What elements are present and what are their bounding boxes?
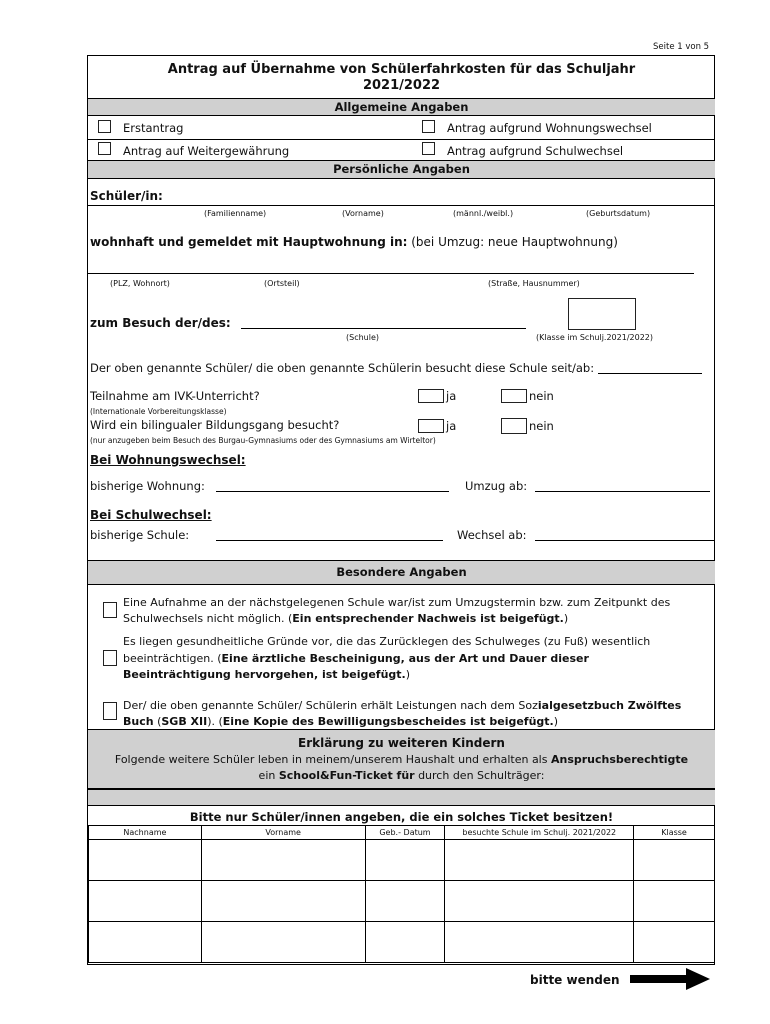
children-spacer-band xyxy=(88,789,715,806)
special-item2-text: beeinträchtigen. ( xyxy=(123,652,222,665)
old-school-input[interactable] xyxy=(216,540,443,541)
schulwechsel-checkbox[interactable] xyxy=(422,142,435,155)
familienname-hint: (Familienname) xyxy=(204,209,267,218)
move-date-input[interactable] xyxy=(535,491,710,492)
children-heading: Erklärung zu weiteren Kindern xyxy=(298,736,505,750)
special-item3-end: ) xyxy=(553,715,559,728)
change-date-label: Wechsel ab: xyxy=(457,528,527,542)
children-line1-text: Folgende weitere Schüler leben in meinem/unserem Haushalt und erhalten als xyxy=(114,753,551,766)
since-text: Der oben genannte Schüler/ die oben genannte Schülerin besucht diese Schule seit/ab: xyxy=(90,361,595,375)
school-input[interactable] xyxy=(241,328,526,329)
special-item2-line1: Es liegen gesundheitliche Gründe vor, die das Zurücklegen des Schulweges (zu Fuß) wesentlich xyxy=(123,635,651,648)
special-item1-end: ) xyxy=(563,612,569,625)
children-line2-text: ein xyxy=(258,769,279,782)
ivk-yes-checkbox[interactable] xyxy=(418,389,444,403)
children-line1-bold: Anspruchsberechtigte xyxy=(550,753,689,766)
general-section-heading: Allgemeine Angaben xyxy=(88,98,715,116)
table-cell[interactable] xyxy=(89,840,202,881)
children-table xyxy=(88,825,715,963)
col-klasse: Klasse xyxy=(634,826,715,840)
special-item3-checkbox[interactable] xyxy=(103,702,117,720)
table-cell[interactable] xyxy=(201,881,365,922)
children-note: Bitte nur Schüler/innen angeben, die ein solches Ticket besitzen! xyxy=(189,810,614,824)
ivk-note: (Internationale Vorbereitungsklasse) xyxy=(90,407,227,416)
table-cell[interactable] xyxy=(634,881,715,922)
special-item3-kopie: Eine Kopie des Bewilligungsbescheides ist beigefügt. xyxy=(222,715,554,728)
visit-label: zum Besuch der/des: xyxy=(90,316,231,330)
table-cell[interactable] xyxy=(445,840,634,881)
col-vorname: Vorname xyxy=(201,826,365,840)
residence-hint: (bei Umzug: neue Hauptwohnung) xyxy=(407,235,618,249)
table-cell[interactable] xyxy=(365,922,445,963)
schule-hint: (Schule) xyxy=(346,333,380,342)
special-item1-line1: Eine Aufnahme an der nächstgelegenen Schule war/ist zum Umzugstermin bzw. zum Zeitpunkt des xyxy=(123,596,671,609)
strasse-hint: (Straße, Hausnummer) xyxy=(488,279,580,288)
weitergewaehrung-checkbox[interactable] xyxy=(98,142,111,155)
erstantrag-checkbox[interactable] xyxy=(98,120,111,133)
special-item3-bold: ialgesetzbuch Zwölftes xyxy=(537,699,682,712)
table-row xyxy=(89,840,715,881)
special-item2-end: ) xyxy=(405,668,411,681)
table-row xyxy=(89,881,715,922)
personal-section-heading: Persönliche Angaben xyxy=(88,160,715,179)
bilingual-no-checkbox[interactable] xyxy=(501,418,527,434)
form-title-line1: Antrag auf Übernahme von Schülerfahrkosten für das Schuljahr xyxy=(167,62,636,77)
children-section xyxy=(88,729,715,789)
children-line2 xyxy=(88,769,715,782)
wohnungswechsel-checkbox[interactable] xyxy=(422,120,435,133)
children-line2-bold: School&Fun-Ticket für xyxy=(278,769,415,782)
special-item3-buch: Buch xyxy=(123,715,154,728)
special-item3-paren: ( xyxy=(153,715,162,728)
geschlecht-hint: (männl./weibl.) xyxy=(453,209,514,218)
children-line2-end: durch den Schulträger: xyxy=(414,769,545,782)
bilingual-yes-checkbox[interactable] xyxy=(418,419,444,433)
plz-hint: (PLZ, Wohnort) xyxy=(110,279,170,288)
student-label: Schüler/in: xyxy=(90,189,163,203)
table-cell[interactable] xyxy=(445,881,634,922)
special-item3-paren2: ). ( xyxy=(207,715,223,728)
old-address-label: bisherige Wohnung: xyxy=(90,479,205,493)
residence-label xyxy=(90,235,618,249)
special-item2-line2 xyxy=(123,652,589,665)
move-heading: Bei Wohnungswechsel: xyxy=(90,453,246,467)
klasse-hint: (Klasse im Schulj.2021/2022) xyxy=(536,333,653,342)
table-row xyxy=(89,922,715,963)
residence-label-bold: wohnhaft und gemeldet mit Hauptwohnung in: xyxy=(90,235,408,249)
special-item2-bold: Eine ärztliche Bescheinigung, aus der Art und Dauer dieser xyxy=(221,652,589,665)
table-cell[interactable] xyxy=(89,922,202,963)
table-cell[interactable] xyxy=(201,922,365,963)
ivk-question: Teilnahme am IVK-Unterricht? xyxy=(90,389,260,403)
table-cell[interactable] xyxy=(634,840,715,881)
col-schule: besuchte Schule im Schulj. 2021/2022 xyxy=(445,826,634,840)
bilingual-yes-label: ja xyxy=(446,419,457,433)
ivk-yes-label: ja xyxy=(446,389,457,403)
change-date-input[interactable] xyxy=(535,540,715,541)
special-item2-bold-cont: Beeinträchtigung hervorgehen, ist beigefügt. xyxy=(123,668,406,681)
special-item3-line2 xyxy=(123,715,558,728)
table-cell[interactable] xyxy=(365,840,445,881)
school-change-heading: Bei Schulwechsel: xyxy=(90,508,212,522)
special-item3-text: Der/ die oben genannte Schüler/ Schülerin erhält Leistungen nach dem Soz xyxy=(123,699,538,712)
ivk-no-label: nein xyxy=(529,389,554,403)
turn-over-label: bitte wenden xyxy=(530,973,620,987)
move-date-label: Umzug ab: xyxy=(465,479,528,493)
vorname-hint: (Vorname) xyxy=(342,209,384,218)
special-item3-line1 xyxy=(123,699,681,712)
col-geburtsdatum: Geb.- Datum xyxy=(365,826,445,840)
table-cell[interactable] xyxy=(365,881,445,922)
table-cell[interactable] xyxy=(89,881,202,922)
wohnungswechsel-label: Antrag aufgrund Wohnungswechsel xyxy=(447,121,652,135)
children-table-header xyxy=(89,826,715,840)
form-title-line2: 2021/2022 xyxy=(362,78,441,93)
since-input[interactable] xyxy=(598,373,702,374)
special-item2-line3 xyxy=(123,668,410,681)
bilingual-no-label: nein xyxy=(529,419,554,433)
old-address-input[interactable] xyxy=(216,491,449,492)
ortsteil-hint: (Ortsteil) xyxy=(264,279,300,288)
col-nachname: Nachname xyxy=(89,826,202,840)
weitergewaehrung-label: Antrag auf Weitergewährung xyxy=(123,144,290,158)
ivk-no-checkbox[interactable] xyxy=(501,389,527,403)
schulwechsel-label: Antrag aufgrund Schulwechsel xyxy=(447,144,624,158)
special-item3-sgb: SGB XII xyxy=(161,715,208,728)
special-section-heading: Besondere Angaben xyxy=(88,560,715,585)
special-item1-text: Schulwechsels nicht möglich. ( xyxy=(123,612,293,625)
bilingual-question: Wird ein bilingualer Bildungsgang besucht? xyxy=(90,418,340,432)
page-number: Seite 1 von 5 xyxy=(653,42,710,52)
geburtsdatum-hint: (Geburtsdatum) xyxy=(586,209,651,218)
table-cell[interactable] xyxy=(634,922,715,963)
special-item2-checkbox[interactable] xyxy=(103,650,117,666)
erstantrag-label: Erstantrag xyxy=(123,121,184,135)
klasse-input[interactable] xyxy=(568,298,636,330)
right-arrow-icon xyxy=(630,968,710,990)
special-item1-line2 xyxy=(123,612,568,625)
special-item1-checkbox[interactable] xyxy=(103,602,117,618)
children-line1 xyxy=(88,753,715,766)
bilingual-note: (nur anzugeben beim Besuch des Burgau-Gymnasiums oder des Gymnasiums am Wirteltor) xyxy=(90,436,436,445)
table-cell[interactable] xyxy=(445,922,634,963)
special-item1-bold: Ein entsprechender Nachweis ist beigefügt. xyxy=(292,612,564,625)
old-school-label: bisherige Schule: xyxy=(90,528,190,542)
table-cell[interactable] xyxy=(201,840,365,881)
